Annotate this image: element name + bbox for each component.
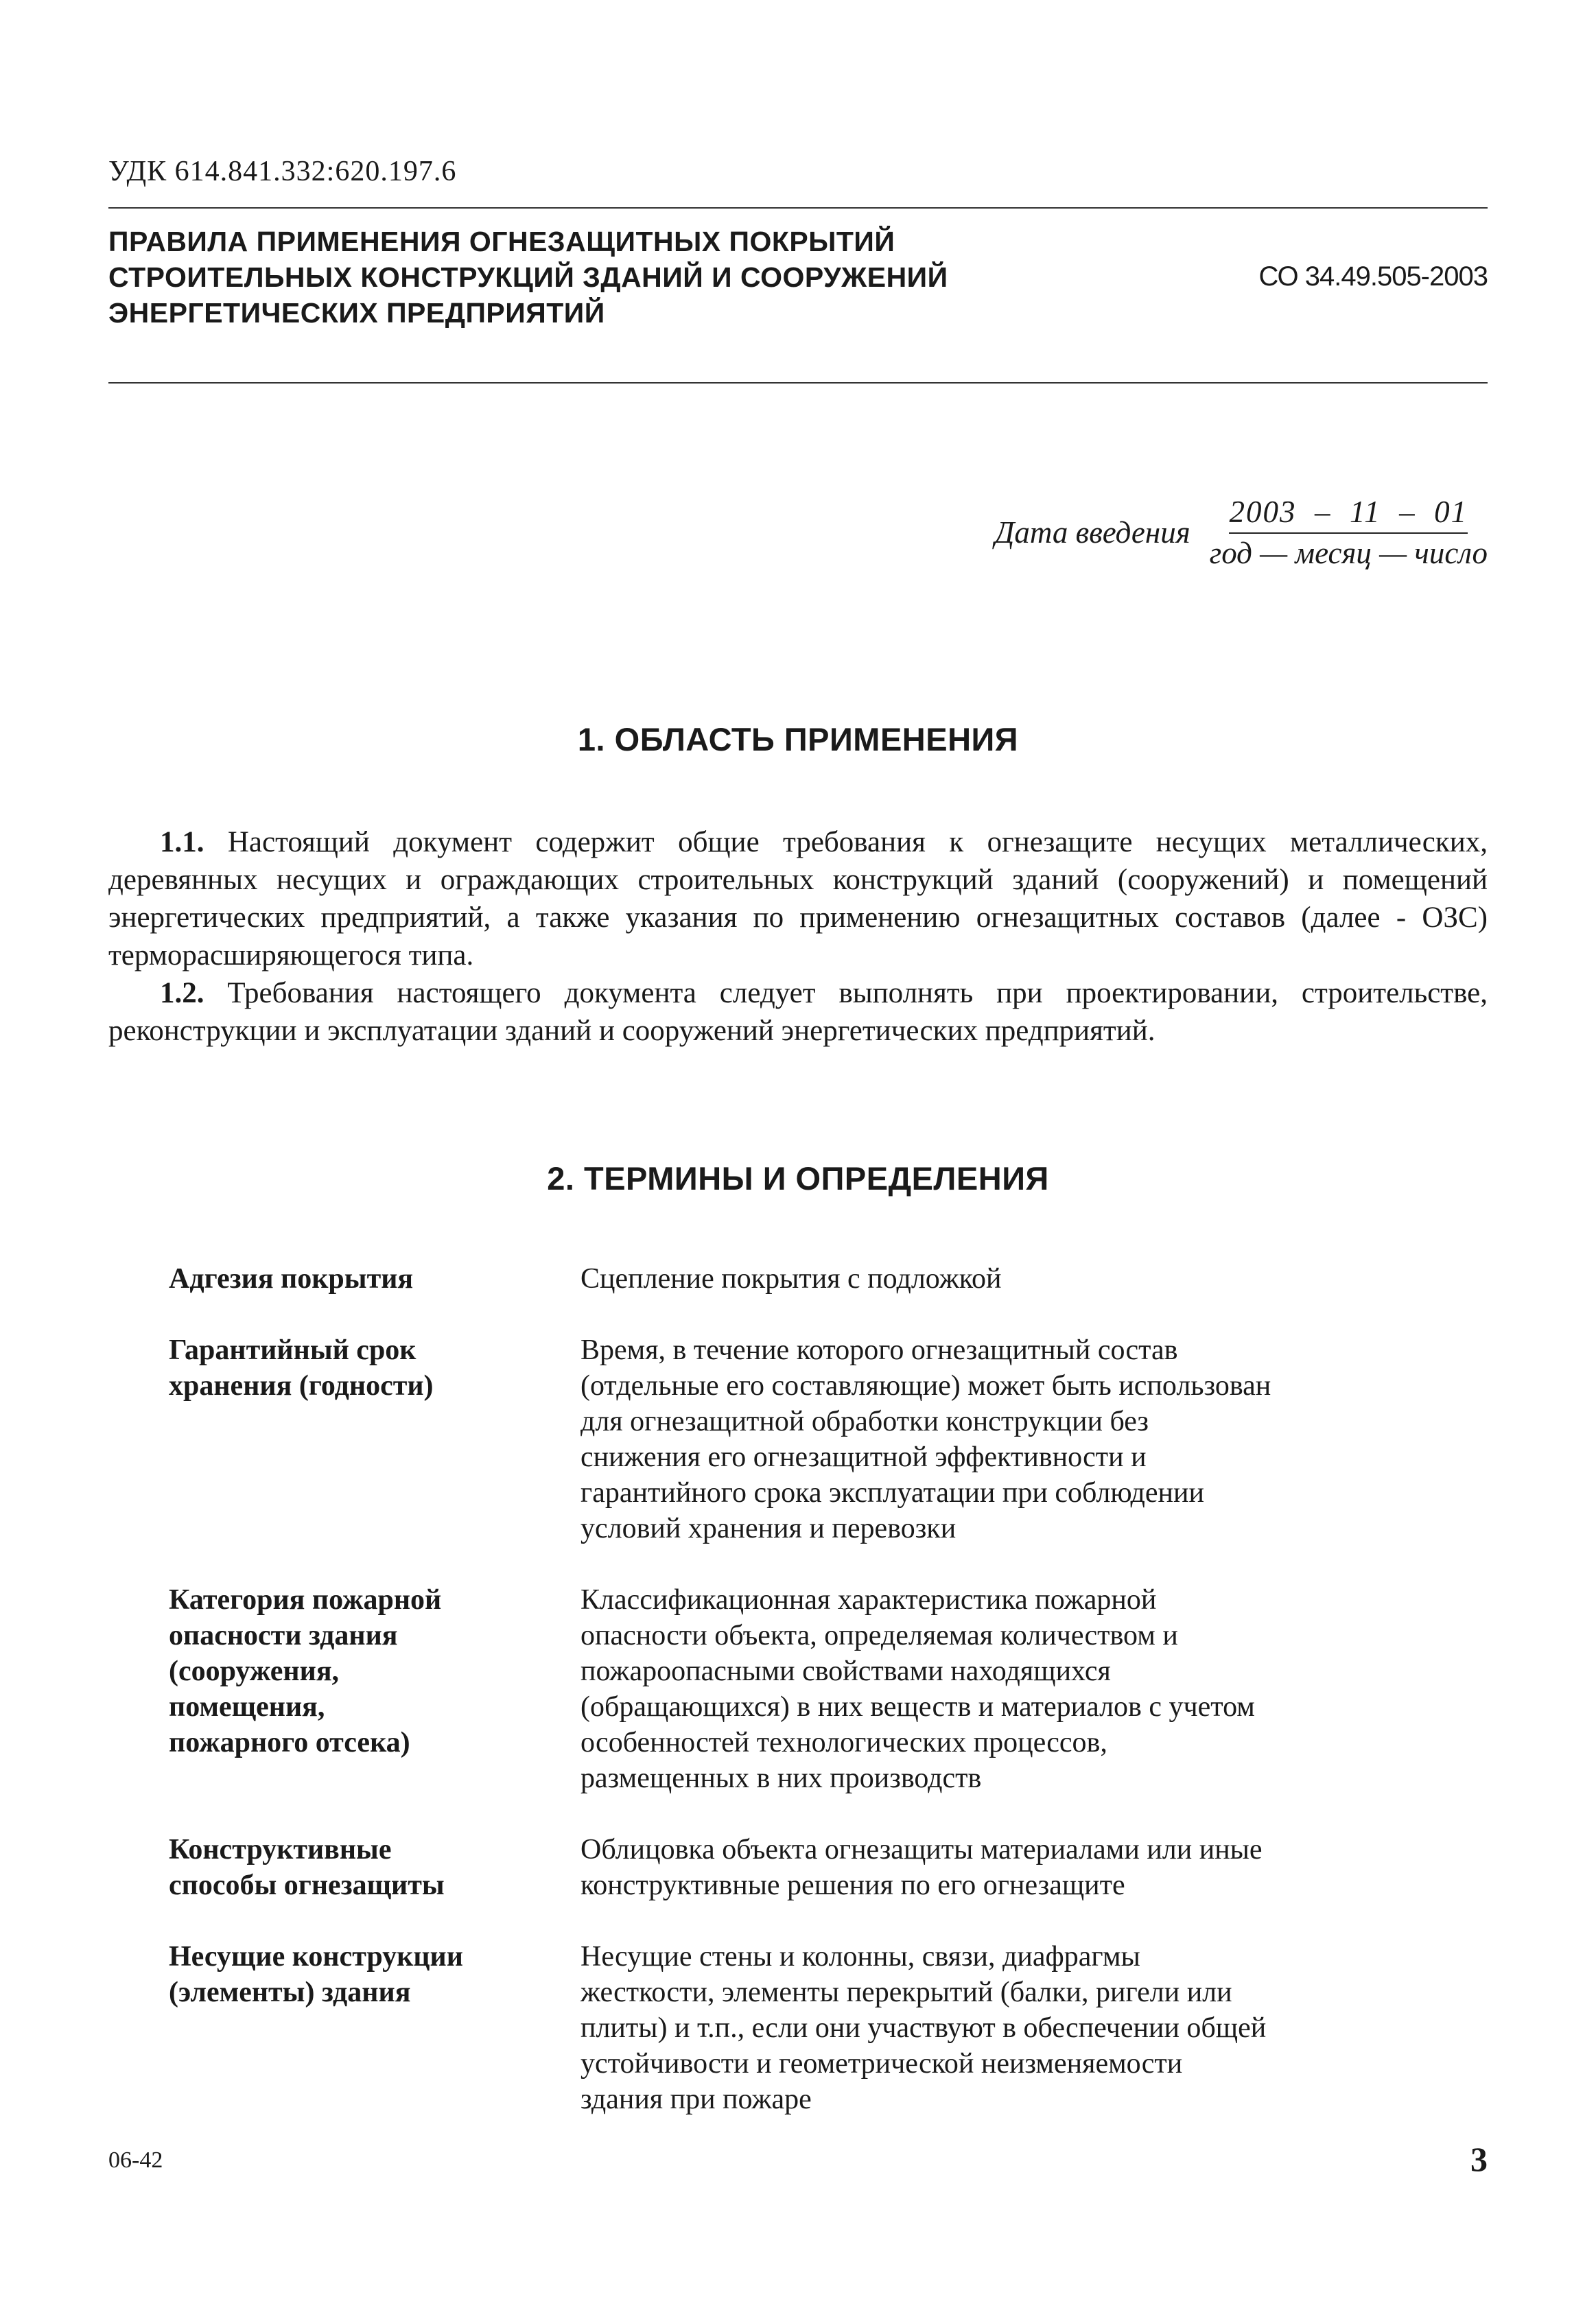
term-name-line: (сооружения, — [169, 1656, 340, 1687]
term-entry — [169, 1832, 1445, 1903]
term-name — [169, 1939, 580, 2117]
document-title — [108, 224, 948, 331]
term-name-line: Категория пожарной — [169, 1584, 442, 1616]
term-name-line: опасности здания — [169, 1620, 398, 1651]
term-entry — [169, 1261, 1445, 1297]
term-name — [169, 1582, 580, 1796]
term-name-line: способы огнезащиты — [169, 1870, 445, 1901]
section-heading-terms: 2. ТЕРМИНЫ И ОПРЕДЕЛЕНИЯ — [547, 1160, 1049, 1197]
term-entry — [169, 1939, 1445, 2117]
term-definition-line: Облицовка объекта огнезащиты материалами или иные — [580, 1834, 1263, 1865]
term-definition-line: Время, в течение которого огнезащитный состав — [580, 1334, 1178, 1366]
term-definition-line: снижения его огнезащитной эффективности и — [580, 1441, 1147, 1473]
introduction-date-value: 2003 – 11 – 01 — [1229, 494, 1468, 534]
introduction-date-fraction — [1210, 494, 1488, 571]
term-definition-line: Несущие стены и колонны, связи, диафрагмы — [580, 1941, 1140, 1973]
paragraph-text: Настоящий документ содержит общие требования к огнезащите несущих металлических, деревянных несущих и ограждающих строительных конструкций зданий (сооружений) и помещений энергетических предприятий, а также указания по применению огнезащитных составов (далее - ОЗС) терморасширяющегося типа. — [108, 826, 1488, 972]
section-heading-scope: 1. ОБЛАСТЬ ПРИМЕНЕНИЯ — [577, 721, 1019, 757]
term-definition-line: устойчивости и геометрической неизменяемости — [580, 2048, 1183, 2080]
term-definition-line: плиты) и т.п., если они участвуют в обеспечении общей — [580, 2012, 1267, 2044]
term-name-line: (элементы) здания — [169, 1977, 411, 2008]
term-definition-line: (обращающихся) в них веществ и материалов с учетом — [580, 1691, 1255, 1723]
introduction-date-label: Дата введения — [994, 515, 1190, 550]
term-definition-line: особенностей технологических процессов, — [580, 1727, 1107, 1758]
page-number: 3 — [1470, 2140, 1488, 2178]
term-name-line: Несущие конструкции — [169, 1941, 463, 1973]
term-name-line: пожарного отсека) — [169, 1727, 410, 1758]
term-entry — [169, 1582, 1445, 1796]
term-definition-line: пожароопасными свойствами находящихся — [580, 1656, 1111, 1687]
term-definition — [580, 1261, 1445, 1297]
paragraph-number: 1.1. — [160, 826, 204, 858]
footer-code: 06-42 — [108, 2147, 163, 2173]
term-name-line: Адгезия покрытия — [169, 1263, 414, 1295]
term-definition-line: размещенных в них производств — [580, 1763, 982, 1794]
paragraph-number: 1.2. — [160, 977, 204, 1009]
term-name — [169, 1332, 580, 1546]
term-name-line: помещения, — [169, 1691, 325, 1723]
term-name — [169, 1832, 580, 1903]
term-definition — [580, 1582, 1445, 1796]
introduction-date-caption: год — месяц — число — [1209, 536, 1488, 570]
document-title-line: ПРАВИЛА ПРИМЕНЕНИЯ ОГНЕЗАЩИТНЫХ ПОКРЫТИЙ — [108, 226, 895, 257]
document-title-line: ЭНЕРГЕТИЧЕСКИХ ПРЕДПРИЯТИЙ — [108, 297, 605, 329]
paragraph — [108, 974, 1488, 1050]
term-definition — [580, 1832, 1445, 1903]
scope-paragraphs — [108, 823, 1488, 1050]
introduction-date — [995, 494, 1488, 571]
term-entry — [169, 1332, 1445, 1546]
term-definition-line: жесткости, элементы перекрытий (балки, ригели или — [580, 1977, 1232, 2008]
document-title-line: СТРОИТЕЛЬНЫХ КОНСТРУКЦИЙ ЗДАНИЙ И СООРУЖЕНИЙ — [108, 261, 948, 293]
term-definition-line: Сцепление покрытия с подложкой — [580, 1263, 1002, 1295]
paragraph-text: Требования настоящего документа следует выполнять при проектировании, строительстве, реконструкции и эксплуатации зданий и сооружений энергетических предприятий. — [108, 977, 1488, 1047]
term-definition-line: здания при пожаре — [580, 2084, 812, 2115]
term-definition-line: гарантийного срока эксплуатации при соблюдении — [580, 1477, 1204, 1509]
document-code: СО 34.49.505-2003 — [1258, 261, 1488, 292]
term-definition-line: опасности объекта, определяемая количеством и — [580, 1620, 1178, 1651]
udk-code: УДК 614.841.332:620.197.6 — [108, 156, 457, 187]
term-name-line: Гарантийный срок — [169, 1334, 416, 1366]
term-name-line: Конструктивные — [169, 1834, 392, 1865]
term-definition — [580, 1332, 1445, 1546]
paragraph — [108, 823, 1488, 974]
header-bottom-rule — [108, 382, 1488, 384]
header-top-rule — [108, 207, 1488, 209]
term-definition-line: Классификационная характеристика пожарной — [580, 1584, 1157, 1616]
term-definition-line: конструктивные решения по его огнезащите — [580, 1870, 1125, 1901]
term-definition-line: для огнезащитной обработки конструкции без — [580, 1406, 1149, 1437]
term-name-line: хранения (годности) — [169, 1370, 434, 1402]
term-definition-line: (отдельные его составляющие) может быть использован — [580, 1370, 1271, 1402]
term-definition-line: условий хранения и перевозки — [580, 1513, 957, 1544]
term-definition — [580, 1939, 1445, 2117]
term-name — [169, 1261, 580, 1297]
terms-list — [169, 1261, 1445, 2153]
